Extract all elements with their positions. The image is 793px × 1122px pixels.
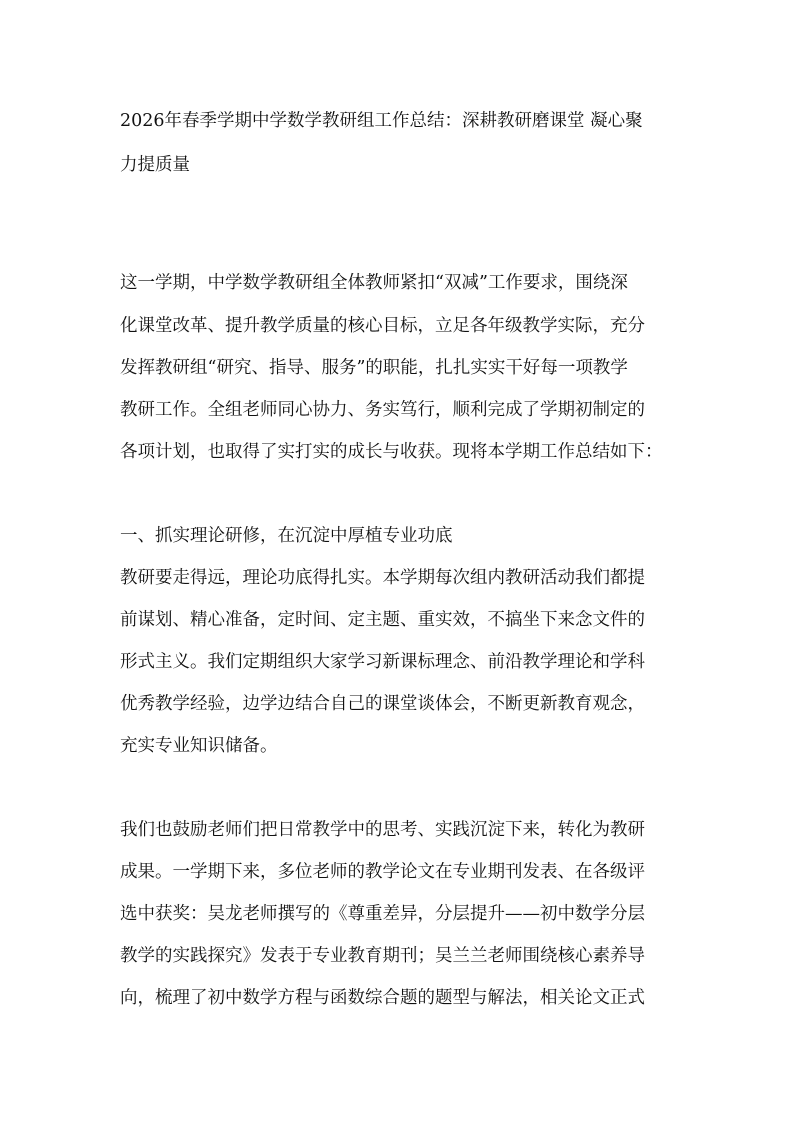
section1-para2-line-1: 我们也鼓励老师们把日常教学中的思考、实践沉淀下来，转化为教研	[120, 820, 645, 840]
intro-line-4: 教研工作。全组老师同心协力、务实笃行，顺利完成了学期初制定的	[120, 400, 645, 420]
document-title-line-1: 2026年春季学期中学数学教研组工作总结：深耕教研磨课堂 凝心聚	[120, 111, 643, 131]
intro-line-5: 各项计划，也取得了实打实的成长与收获。现将本学期工作总结如下：	[120, 442, 663, 462]
intro-line-2: 化课堂改革、提升教学质量的核心目标，立足各年级教学实际，充分	[120, 316, 645, 336]
section1-para1-line-5: 充实专业知识储备。	[120, 736, 278, 756]
intro-line-1: 这一学期，中学数学教研组全体教师紧扣“双减”工作要求，围绕深	[120, 273, 628, 293]
section1-para1-line-3: 形式主义。我们定期组织大家学习新课标理念、前沿教学理论和学科	[120, 652, 645, 672]
section1-para1-line-1: 教研要走得远，理论功底得扎实。本学期每次组内教研活动我们都提	[120, 568, 645, 588]
section1-para1-line-4: 优秀教学经验，边学边结合自己的课堂谈体会，不断更新教育观念，	[120, 694, 645, 714]
section1-para2-line-5: 向，梳理了初中数学方程与函数综合题的题型与解法，相关论文正式	[120, 988, 645, 1008]
document-title-line-2: 力提质量	[120, 155, 190, 175]
intro-line-3: 发挥教研组“研究、指导、服务”的职能，扎扎实实干好每一项教学	[120, 358, 628, 378]
section1-para2-line-4: 教学的实践探究》发表于专业教育期刊；吴兰兰老师围绕核心素养导	[120, 946, 645, 966]
section1-heading: 一、抓实理论研修，在沉淀中厚植专业功底	[120, 526, 453, 546]
section1-para1-line-2: 前谋划、精心准备，定时间、定主题、重实效，不搞坐下来念文件的	[120, 610, 645, 630]
section1-para2-line-3: 选中获奖：吴龙老师撰写的《尊重差异，分层提升——初中数学分层	[120, 904, 645, 924]
section1-para2-line-2: 成果。一学期下来，多位老师的教学论文在专业期刊发表、在各级评	[120, 862, 645, 882]
